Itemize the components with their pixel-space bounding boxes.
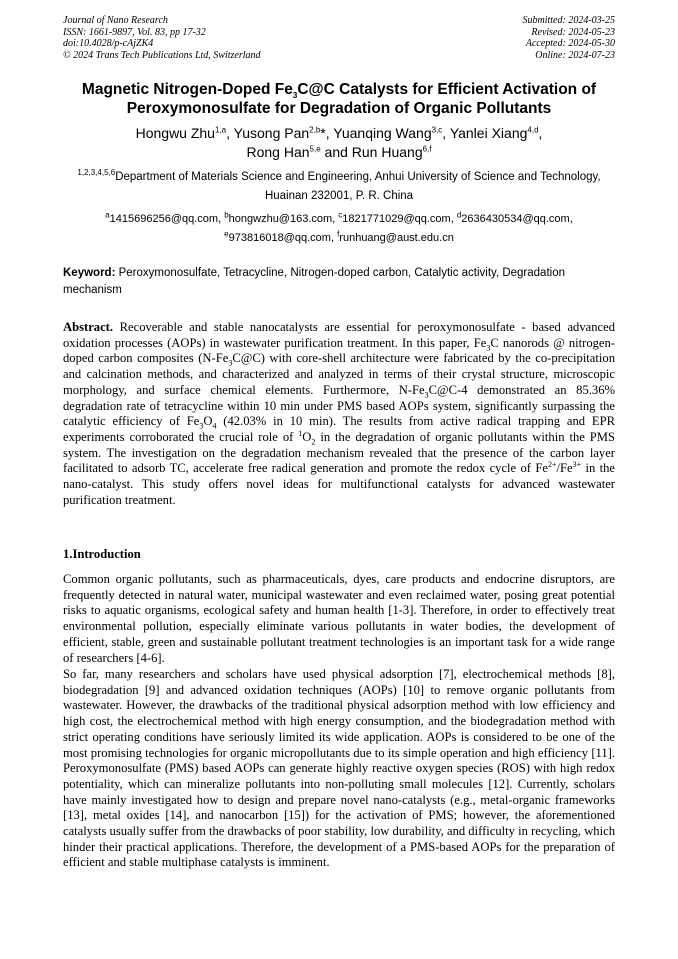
email: $^d$2636430534@qq.com, <box>456 210 573 225</box>
issn-line: ISSN: 1661-9897, Vol. 83, pp 17-32 <box>63 26 206 38</box>
author: Hongwu Zhu$^{1,a}$, <box>135 125 234 141</box>
affiliation <box>60 168 618 206</box>
submitted-date: Submitted: 2024-03-25 <box>522 15 615 26</box>
paper-title <box>40 80 638 118</box>
title-part: C@C Catalysts for Efficient Activation of Peroxymonosulfate for Degradation of Organic Pollutants <box>126 81 597 117</box>
journal-name: Journal of Nano Research <box>63 15 168 26</box>
online-date: Online: 2024-07-23 <box>535 49 615 61</box>
affiliation-markers: 1,2,3,4,5,6 <box>77 168 116 178</box>
email: $^b$hongwzhu@163.com, <box>224 210 339 225</box>
section-heading: 1.Introduction <box>63 547 141 561</box>
email: $^a$1415696256@qq.com, <box>105 210 225 225</box>
email: $^e$973816018@qq.com, <box>224 229 338 244</box>
title-subscript: 3 <box>292 91 298 101</box>
keyword-text: Peroxymonosulfate, Tetracycline, Nitrogen-doped carbon, Catalytic activity, Degradation mechanism <box>63 267 565 296</box>
paragraph: Common organic pollutants, such as pharmaceuticals, dyes, care products and endocrine disruptors, are frequently detected in natural water, municipal wastewater and even reclaimed water, posing great potential risks to aquatic organisms, ecological safety and human health [1-3]. Therefore, in order to effectively treat environmental pollution, especially eliminate various pollutants in water bodies, the development of efficient, stable, green and sustainable pollutant treatment technologies is an important task for a wide range of researchers [4-6]. <box>63 572 615 665</box>
abstract-label: Abstract. <box>63 320 114 334</box>
corresponding-mark: * <box>320 125 326 141</box>
email: $^f$runhuang@aust.edu.cn <box>337 229 454 244</box>
paragraph: So far, many researchers and scholars have used physical adsorption [7], electrochemical methods [8], biodegradation [9] and advanced oxidation techniques (AOPs) [10] to remove organic pollutants from wastewater. However, the drawbacks of the traditional physical adsorption method with low efficiency and high cost, the electrochemical method with high energy consumption, and the biodegradation method with strict operating conditions have seriously limited its wide application. AOPs is considered to be one of the most promising technologies for organic micropollutants due to its simple operation and high efficiency [11]. Peroxymonosulfate (PMS) based AOPs can generate highly reactive oxygen species (ROS) with high redox potentiality, which can mineralize pollutants into non-polluting small molecules [12]. Currently, scholars have mainly investigated how to design and prepare novel nano-catalysts (e.g., metal-organic frameworks [13], metal oxides [14], and nanocarbon [15]) for the activation of PMS; however, the aforementioned catalysts usually suffer from the drawbacks of poor stability, low durability, and difficulty in recycling, which hinder their practical applications. Therefore, the development of a PMS-based AOPs for the preparation of efficient and stable multiphase catalysts is imminent. <box>63 667 615 870</box>
email-list <box>40 210 638 248</box>
author-list <box>40 124 638 162</box>
revised-date: Revised: 2024-05-23 <box>531 26 615 38</box>
email: $^c$1821771029@qq.com, <box>338 210 457 225</box>
author: Yuanqing Wang$^{3,c}$, <box>333 125 450 141</box>
keywords <box>63 265 615 298</box>
accepted-date: Accepted: 2024-05-30 <box>525 38 615 49</box>
keyword-label: Keyword: <box>63 267 116 279</box>
author: Rong Han$^{5,e}$ and <box>246 144 352 160</box>
author: Run Huang$^{6,f}$ <box>351 144 432 160</box>
abstract: Abstract. Recoverable and stable nanocatalysts are essential for peroxymonosulfate - based advanced oxidation processes (AOPs) in wastewater purification treatment. In this paper, $Fe_3C$ nanorods @ nitrogen-doped carbon composites $(N-Fe_3C@C)$ with core-shell architecture were fabricated by the co-precipitation and calcination methods, and characterized and analyzed in terms of their crystal structure, microscopic morphology, and surface chemical elements. Furthermore, $N-Fe_3C@C-4$ demonstrated an 85.36% degradation rate of tetracycline within 10 min under PMS based AOPs system, significantly surpassing the catalytic efficiency of $Fe_3O_4$ (42.03% in 10 min). The results from active radical trapping and EPR experiments corroborated the crucial role of $^1O_2$ in the degradation of organic pollutants within the PMS system. The investigation on the degradation mechanism revealed that the presence of the carbon layer facilitated to adsorb TC, accelerate free radical generation and promote the redox cycle of $Fe^{2+}/Fe^{3+}$ in the nano-catalyst. This study offers novel ideas for multifunctional catalysts for advanced wastewater purification treatment. <box>63 320 616 507</box>
title-part: Magnetic Nitrogen-Doped Fe <box>81 81 293 98</box>
publication-dates <box>523 15 616 61</box>
copyright-line: © 2024 Trans Tech Publications Ltd, Switzerland <box>63 49 261 61</box>
author: Yusong Pan$^{2,b}$*, <box>233 125 334 141</box>
author: Yanlei Xiang$^{4,d}$, <box>449 125 543 141</box>
affiliation-text: Department of Materials Science and Engineering, Anhui University of Science and Technology, Huainan 232001, P. R. China <box>115 171 601 202</box>
journal-info <box>63 15 261 61</box>
doi-line: doi:10.4028/p-cAjZK4 <box>63 38 154 49</box>
